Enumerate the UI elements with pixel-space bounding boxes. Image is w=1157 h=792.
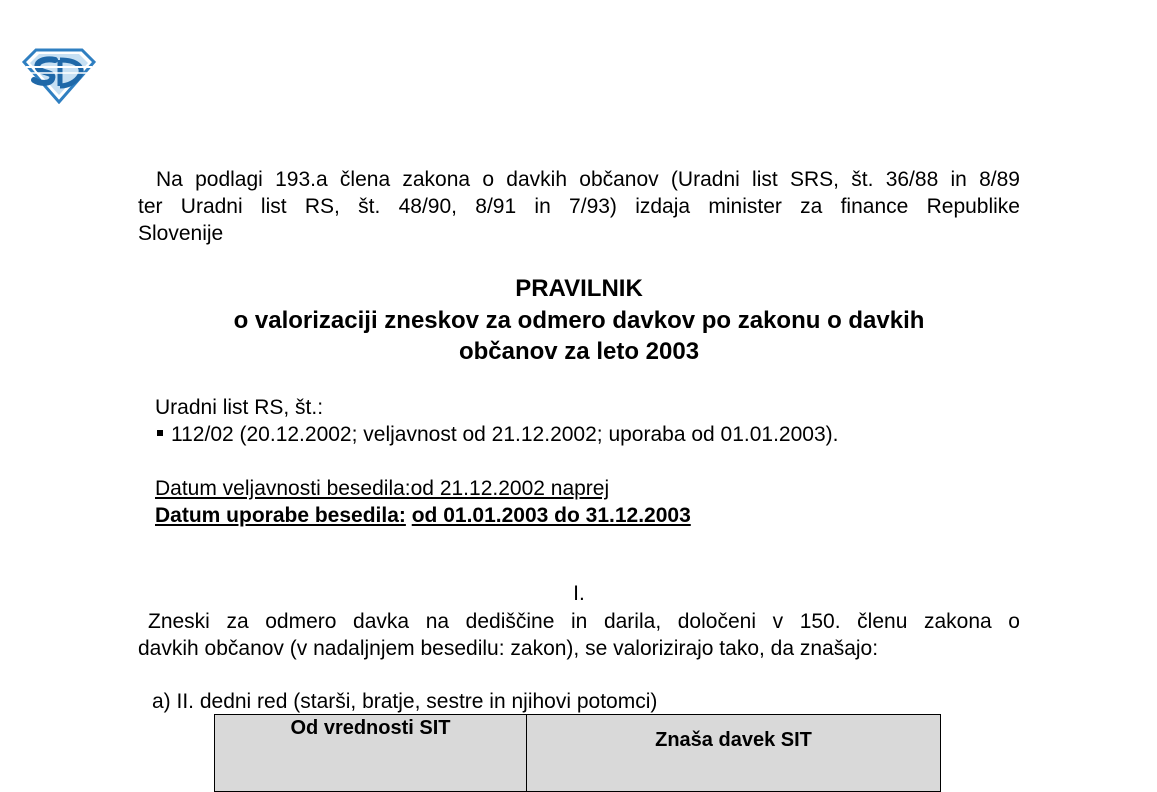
validity-date: Datum veljavnosti besedila:od 21.12.2002 naprej <box>155 477 610 500</box>
bullet-icon <box>157 430 163 436</box>
use-date <box>155 502 691 529</box>
table-header-row <box>215 715 941 792</box>
document-title: PRAVILNIK <box>515 275 643 302</box>
item-a: a) II. dedni red (starši, bratje, sestre in njihovi potomci) <box>152 690 658 713</box>
gazette-entry-text: 112/02 (20.12.2002; veljavnost od 21.12.2002; uporaba od 01.01.2003). <box>171 423 839 446</box>
tax-rate-table <box>214 714 941 792</box>
document-subtitle-line-2: občanov za leto 2003 <box>458 338 700 365</box>
use-date-label: Datum uporabe besedila: <box>155 504 406 527</box>
intro-line-2: ter Uradni list RS, št. 48/90, 8/91 in 7/93) izdaja minister za finance Republike <box>138 195 1020 218</box>
section-text-line-2: davkih občanov (v nadaljnjem besedilu: zakon), se valorizirajo tako, da znašajo: <box>138 637 879 660</box>
intro-line-1: Na podlagi 193.a člena zakona o davkih občanov (Uradni list SRS, št. 36/88 in 8/89 <box>156 168 1020 191</box>
document-subtitle-line-1: o valorizaciji zneskov za odmero davkov po zakonu o davkih <box>233 307 925 334</box>
section-number: I. <box>573 582 585 605</box>
section-text-line-1: Zneski za odmero davka na dediščine in darila, določeni v 150. členu zakona o <box>148 610 1020 633</box>
table-header-from-value: Od vrednosti SIT <box>215 715 527 792</box>
table-header-tax: Znaša davek SIT <box>527 715 941 792</box>
intro-line-3: Slovenije <box>138 222 224 245</box>
sd-logo-icon <box>22 48 96 104</box>
use-date-value: od 01.01.2003 do 31.12.2003 <box>411 504 691 527</box>
gazette-label: Uradni list RS, št.: <box>155 396 324 419</box>
gazette-entry <box>155 421 838 448</box>
